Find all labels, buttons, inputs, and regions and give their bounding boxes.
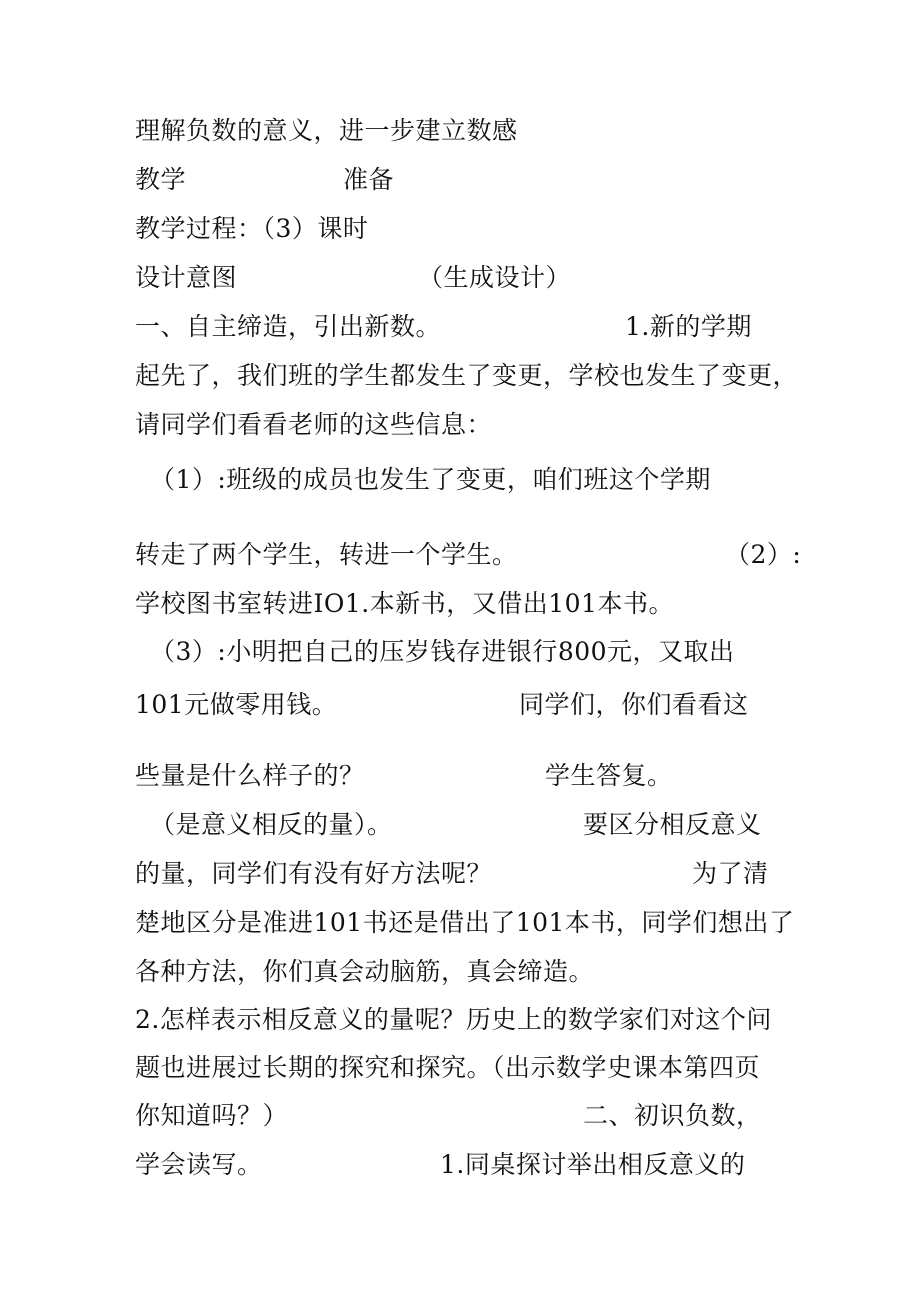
text-line-15: [135, 859, 769, 889]
line-15-text: 的量，同学们有没有好方法呢？: [135, 859, 493, 888]
text-line-19: [135, 1053, 760, 1083]
line-12-text: 101元做零用钱。: [135, 690, 338, 719]
line-13-right-text: 学生答复。: [545, 761, 673, 790]
line-15-right-text: 为了清: [692, 859, 769, 888]
line-4-right-text: （生成设计）: [418, 263, 572, 292]
line-21-text: 学会读写。: [135, 1150, 263, 1179]
text-line-13: [135, 761, 673, 791]
line-18-text: 2.怎样表示相反意义的量呢？历史上的数学家们对这个问: [135, 1005, 772, 1034]
line-6-text: 起先了，我们班的学生都发生了变更，学校也发生了变更，: [135, 361, 799, 390]
line-21-right-text: 1.同桌探讨举出相反意义的: [440, 1150, 746, 1179]
line-5-right-text: 1.新的学期: [625, 312, 752, 341]
text-line-2: [135, 165, 395, 195]
text-line-12: [135, 690, 749, 720]
line-8-text: （1）:班级的成员也发生了变更，咱们班这个学期: [150, 465, 711, 494]
line-16-text: 楚地区分是准进101书还是借出了101本书，同学们想出了: [135, 908, 795, 937]
text-line-10: [135, 589, 674, 619]
line-20-right-text: 二、初识负数，: [583, 1101, 762, 1130]
text-line-21: [135, 1150, 746, 1180]
text-line-17: [135, 957, 594, 987]
text-line-3: [135, 214, 368, 244]
line-11-text: （3）:小明把自己的压岁钱存进银行800元，又取出: [150, 637, 735, 666]
line-17-text: 各种方法，你们真会动脑筋，真会缔造。: [135, 957, 595, 986]
line-5-text: 一、自主缔造，引出新数。: [135, 312, 442, 341]
text-line-8: [150, 465, 711, 495]
text-line-11: [150, 637, 735, 667]
line-7-text: 请同学们看看老师的这些信息：: [135, 410, 493, 439]
line-19-text: 题也进展过长期的探究和探究。（出示数学史课本第四页: [135, 1053, 761, 1082]
line-14-right-text: 要区分相反意义: [583, 810, 762, 839]
text-line-5: [135, 312, 752, 342]
text-line-4: [135, 263, 572, 293]
line-1-text: 理解负数的意义，进一步建立数感: [135, 116, 518, 145]
text-line-9: [135, 540, 802, 570]
text-line-14: [150, 810, 762, 840]
line-9-text: 转走了两个学生，转进一个学生。: [135, 540, 518, 569]
line-13-text: 些量是什么样子的？: [135, 761, 365, 790]
line-14-text: （是意义相反的量）。: [150, 810, 393, 839]
text-line-1: [135, 116, 518, 146]
text-line-16: [135, 908, 794, 938]
line-3-text: 教学过程：（3）课时: [135, 214, 369, 243]
line-9-right-text: （2）:: [725, 540, 802, 569]
text-line-20: [135, 1101, 762, 1131]
line-10-text: 学校图书室转进IO1.本新书，又借出101本书。: [135, 589, 674, 618]
line-20-text: 你知道吗？）: [135, 1101, 289, 1130]
line-2-text: 教学: [135, 165, 187, 194]
line-2-right-text: 准备: [343, 165, 395, 194]
text-line-7: [135, 410, 492, 440]
line-12-right-text: 同学们，你们看看这: [519, 690, 749, 719]
text-line-6: [135, 361, 798, 391]
line-4-text: 设计意图: [135, 263, 238, 292]
text-line-18: [135, 1005, 772, 1035]
